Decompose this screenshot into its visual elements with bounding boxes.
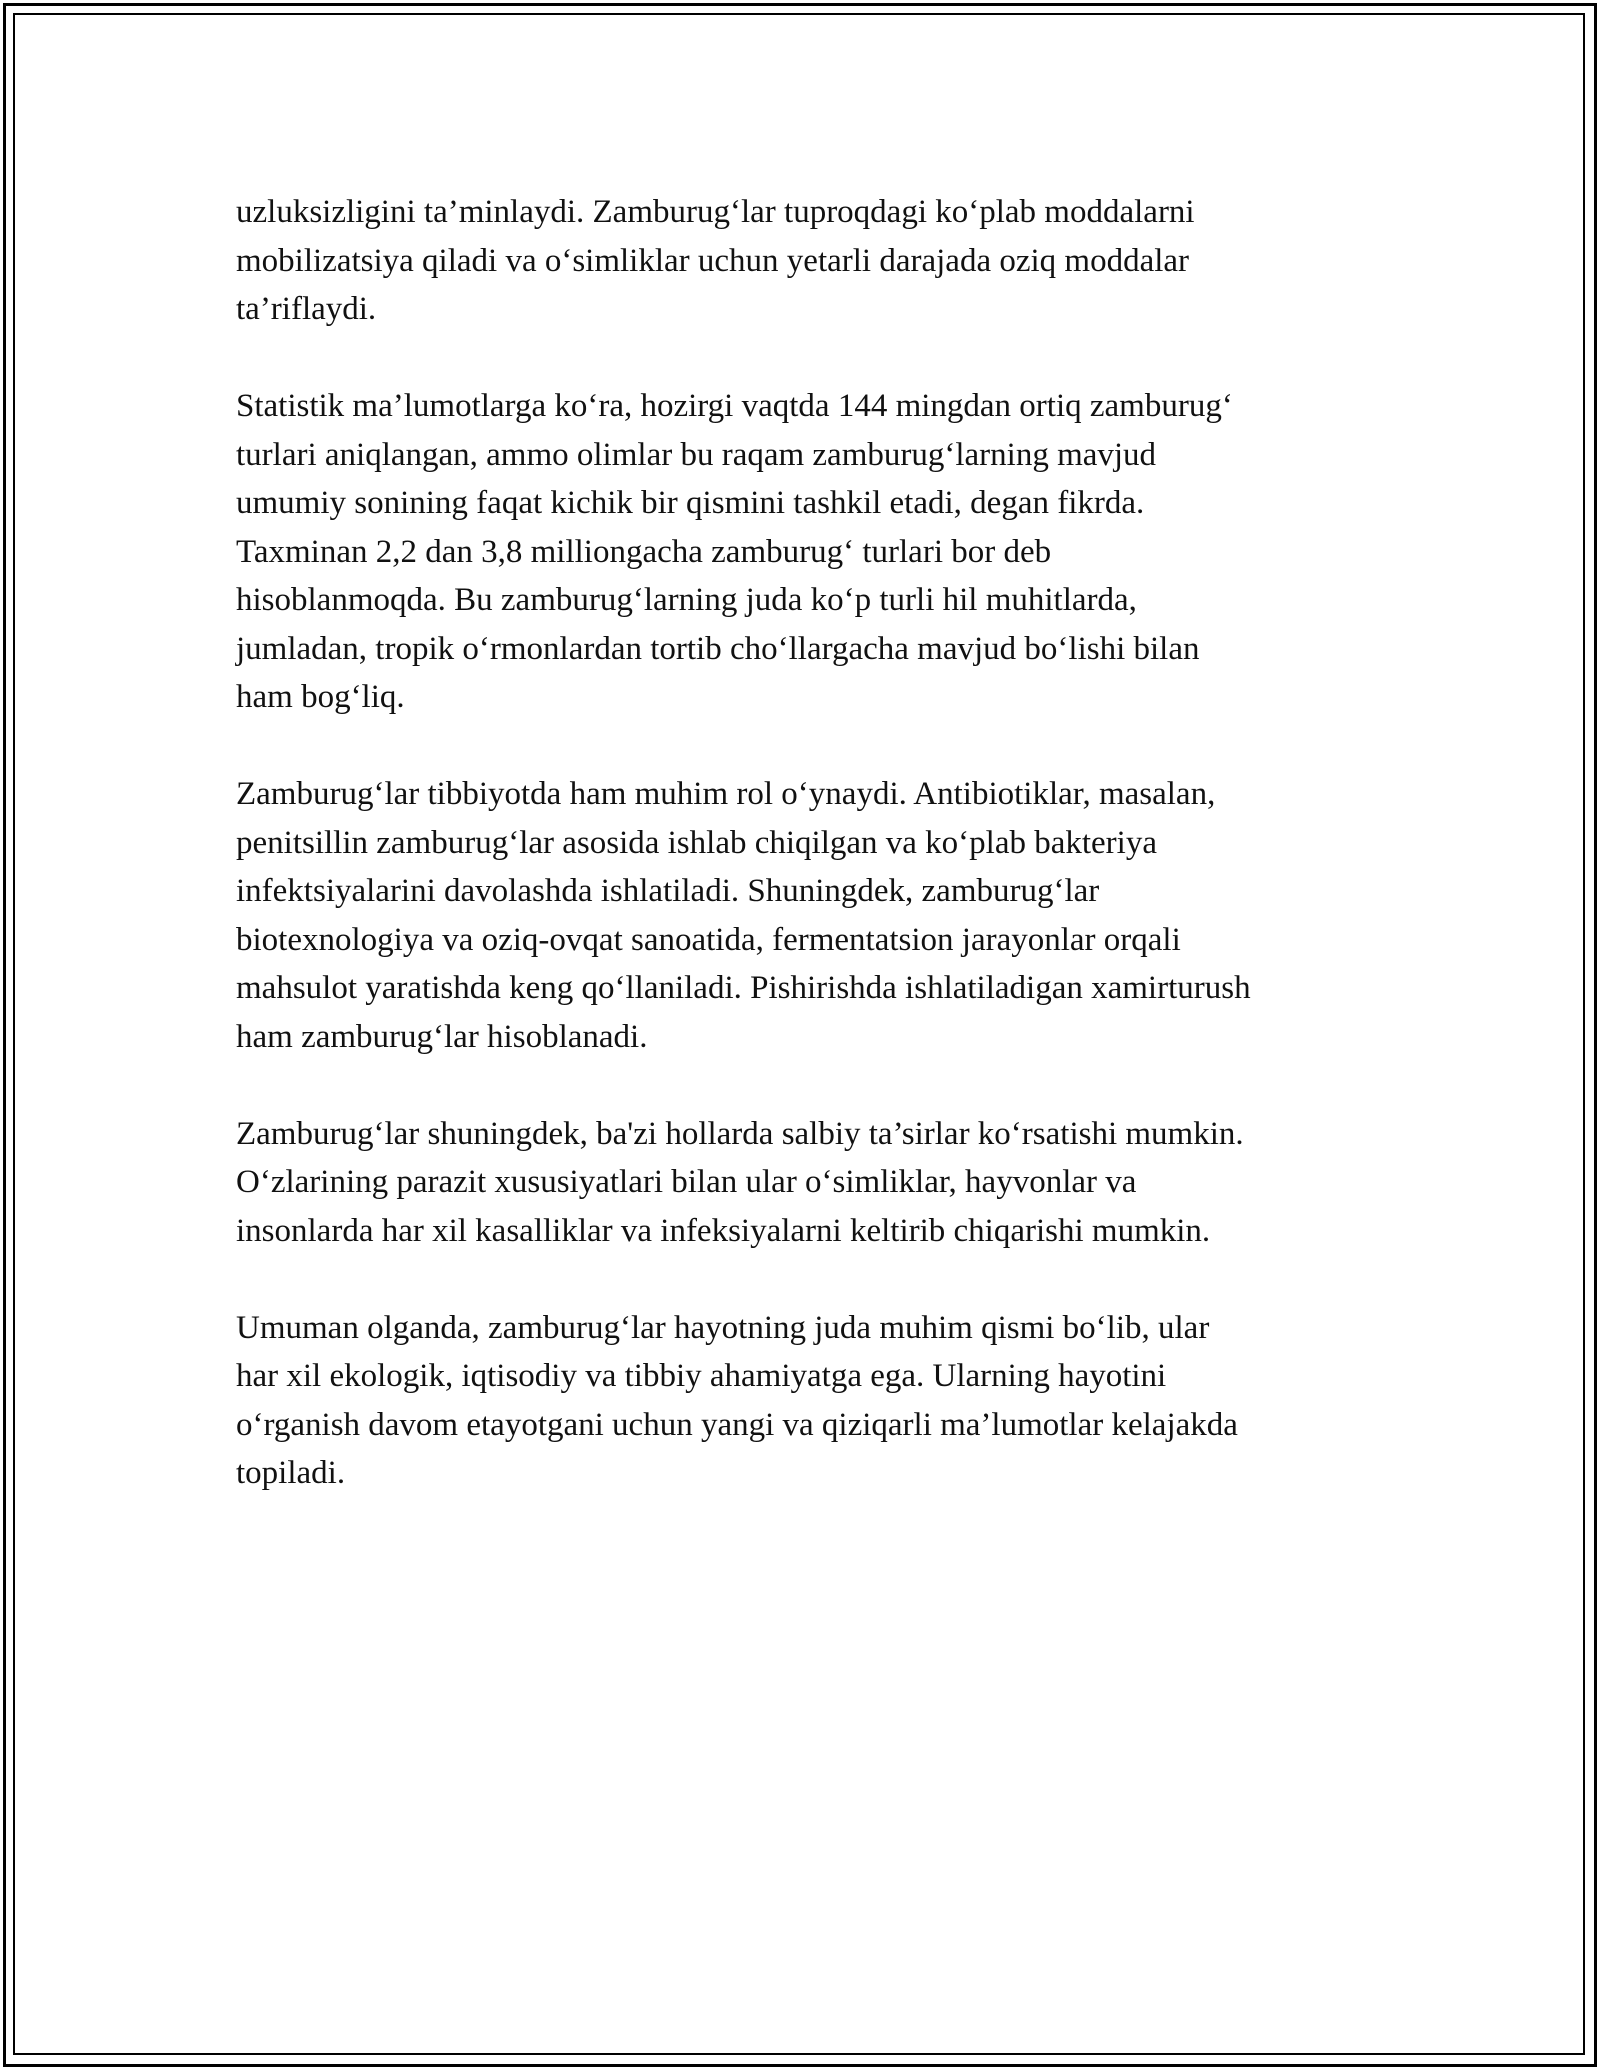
text-line: Zamburug‘lar shuningdek, ba'zi hollarda salbiy ta’sirlar ko‘rsatishi mumkin. (236, 1115, 1244, 1152)
text-line: insonlarda har xil kasalliklar va infeksiyalarni keltirib chiqarishi mumkin. (236, 1212, 1211, 1249)
text-line: Zamburug‘lar tibbiyotda ham muhim rol o‘ynaydi. Antibiotiklar, masalan, (236, 776, 1216, 812)
paragraph-2 (236, 382, 1386, 722)
paragraph-3 (236, 770, 1386, 1061)
paragraph-4 (236, 1110, 1386, 1256)
text-line: o‘rganish davom etayotgani uchun yangi va qiziqarli ma’lumotlar kelajakda (236, 1406, 1238, 1443)
text-line: biotexnologiya va oziq-ovqat sanoatida, fermentatsion jarayonlar orqali (236, 921, 1181, 958)
text-line: penitsillin zamburug‘lar asosida ishlab chiqilgan va ko‘plab bakteriya (236, 824, 1157, 861)
text-line: umumiy sonining faqat kichik bir qismini tashkil etadi, degan fikrda. (236, 485, 1145, 521)
text-line: O‘zlarining parazit xususiyatlari bilan ular o‘simliklar, hayvonlar va (236, 1164, 1137, 1200)
text-line: ham zamburug‘lar hisoblanadi. (236, 1018, 648, 1055)
text-line: mahsulot yaratishda keng qo‘llaniladi. Pishirishda ishlatiladigan xamirturush (236, 970, 1251, 1006)
text-line: har xil ekologik, iqtisodiy va tibbiy ahamiyatga ega. Ularning hayotini (236, 1358, 1167, 1394)
paragraph-5 (236, 1304, 1386, 1498)
text-line: Umuman olganda, zamburug‘lar hayotning juda muhim qismi bo‘lib, ular (236, 1309, 1210, 1346)
text-line: turlari aniqlangan, ammo olimlar bu raqam zamburug‘larning mavjud (236, 436, 1157, 473)
paragraph-1 (236, 188, 1386, 334)
text-line: uzluksizligini ta’minlaydi. Zamburug‘lar tuproqdagi ko‘plab moddalarni (236, 194, 1195, 230)
text-line: ham bog‘liq. (236, 679, 405, 715)
text-line: jumladan, tropik o‘rmonlardan tortib cho‘llargacha mavjud bo‘lishi bilan (236, 630, 1200, 667)
text-line: ta’riflaydi. (236, 291, 377, 327)
text-line: infektsiyalarini davolashda ishlatiladi. Shuningdek, zamburug‘lar (236, 873, 1100, 909)
text-line: Taxminan 2,2 dan 3,8 milliongacha zamburug‘ turlari bor deb (236, 533, 1052, 570)
document-body (236, 188, 1386, 1546)
text-line: topiladi. (236, 1455, 346, 1491)
text-line: hisoblanmoqda. Bu zamburug‘larning juda ko‘p turli hil muhitlarda, (236, 582, 1137, 618)
text-line: Statistik ma’lumotlarga ko‘ra, hozirgi vaqtda 144 mingdan ortiq zamburug‘ (236, 388, 1233, 424)
text-line: mobilizatsiya qiladi va o‘simliklar uchun yetarli darajada oziq moddalar (236, 242, 1190, 279)
